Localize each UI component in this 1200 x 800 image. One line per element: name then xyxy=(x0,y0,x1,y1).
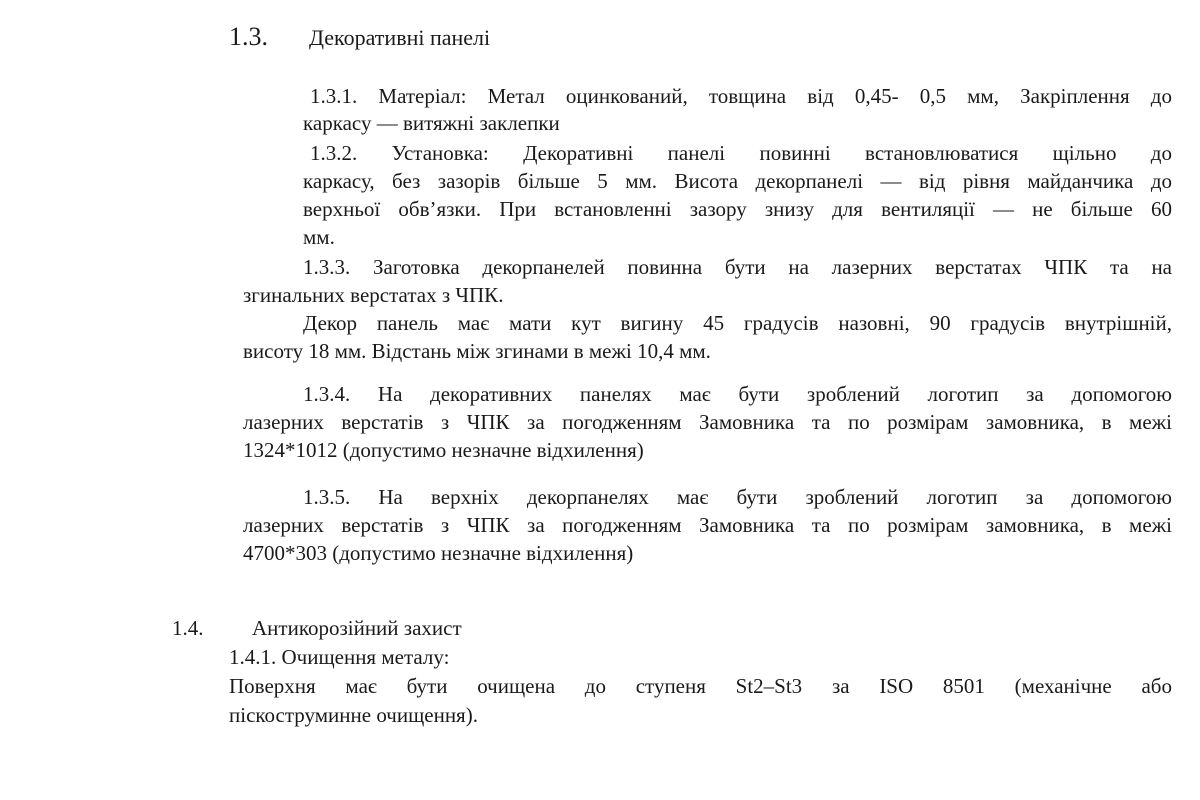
paragraph-line: лазерних верстатів з ЧПК за погодженням Замовника та по розмірам замовника, в межі xyxy=(243,410,1172,434)
paragraph-line: каркасу — витяжні заклепки xyxy=(303,111,560,135)
paragraph-line: згинальних верстатах з ЧПК. xyxy=(243,283,504,307)
paragraph-line: мм. xyxy=(303,225,335,249)
paragraph-line: піскоструминне очищення). xyxy=(229,703,478,727)
paragraph-line: каркасу, без зазорів більше 5 мм. Висота декорпанелі — від рівня майданчика до xyxy=(303,169,1172,193)
section-number: 1.3. xyxy=(229,22,268,51)
section-title: Антикорозійний захист xyxy=(252,616,462,640)
subsection-heading: 1.4.1. Очищення металу: xyxy=(229,645,450,669)
paragraph-line: 1.3.2. Установка: Декоративні панелі повинні встановлюватися щільно до xyxy=(310,141,1172,165)
paragraph-line: висоту 18 мм. Відстань між згинами в межі 10,4 мм. xyxy=(243,339,711,363)
section-number: 1.4. xyxy=(172,616,204,640)
paragraph-line: 1324*1012 (допустимо незначне відхилення) xyxy=(243,438,644,462)
paragraph-line: 4700*303 (допустимо незначне відхилення) xyxy=(243,541,634,565)
paragraph-line: Декор панель має мати кут вигину 45 градусів назовні, 90 градусів внутрішній, xyxy=(303,311,1172,335)
paragraph-line: 1.3.4. На декоративних панелях має бути зроблений логотип за допомогою xyxy=(303,382,1172,406)
paragraph-line: 1.3.3. Заготовка декорпанелей повинна бути на лазерних верстатах ЧПК та на xyxy=(303,255,1172,279)
paragraph-line: 1.3.5. На верхніх декорпанелях має бути зроблений логотип за допомогою xyxy=(303,485,1172,509)
paragraph-line: верхньої обв’язки. При встановленні зазору знизу для вентиляції — не більше 60 xyxy=(303,197,1172,221)
paragraph-line: лазерних верстатів з ЧПК за погодженням Замовника та по розмірам замовника, в межі xyxy=(243,513,1172,537)
paragraph-line: Поверхня має бути очищена до ступеня St2–St3 за ISO 8501 (механічне або xyxy=(229,674,1172,698)
section-title: Декоративні панелі xyxy=(309,25,491,50)
paragraph-line: 1.3.1. Матеріал: Метал оцинкований, товщина від 0,45- 0,5 мм, Закріплення до xyxy=(310,84,1172,108)
